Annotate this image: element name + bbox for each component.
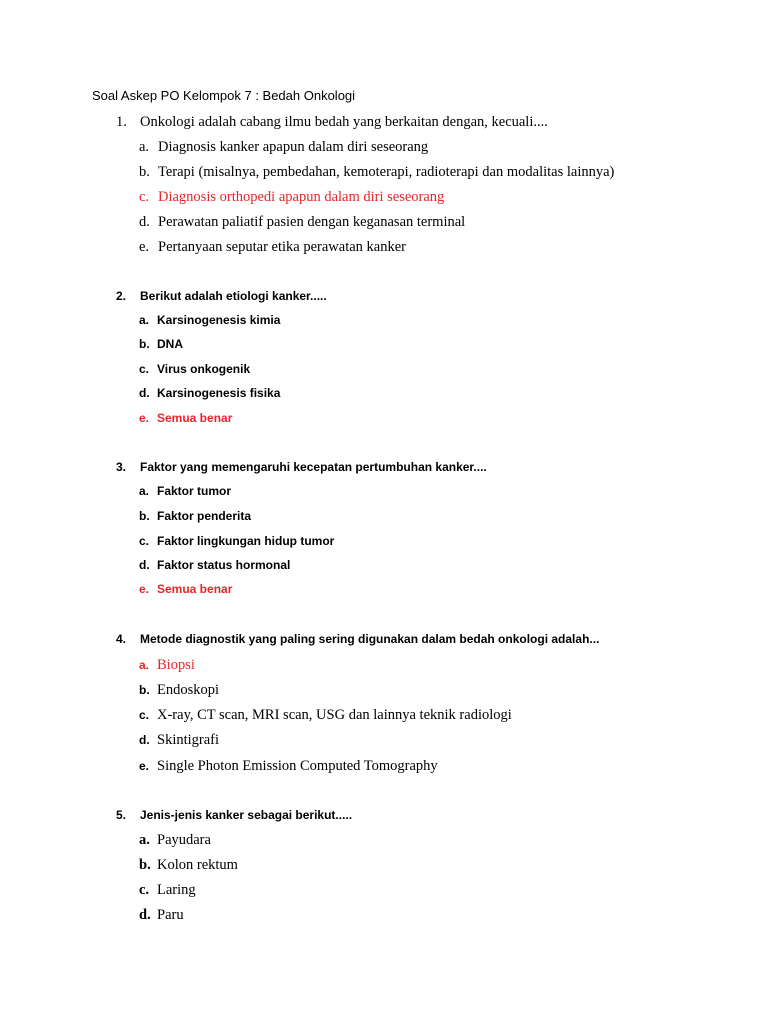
option-letter: a. xyxy=(139,484,150,498)
option-text: Faktor tumor xyxy=(157,484,232,498)
option-letter: c. xyxy=(139,882,150,898)
option-text: Virus onkogenik xyxy=(157,362,251,376)
option-text: Diagnosis orthopedi apapun dalam diri seseorang xyxy=(158,189,445,205)
option-letter: b. xyxy=(139,683,150,697)
option-text: Skintigrafi xyxy=(157,732,220,748)
question-text: Onkologi adalah cabang ilmu bedah yang berkaitan dengan, kecuali.... xyxy=(140,114,548,130)
option-letter: c. xyxy=(139,534,150,548)
option-text: Perawatan paliatif pasien dengan keganasan terminal xyxy=(158,214,466,230)
option-text: Semua benar xyxy=(157,411,233,425)
question-number: 3. xyxy=(116,460,127,474)
option-text: Paru xyxy=(157,907,184,923)
option-letter: b. xyxy=(139,164,150,180)
option-text: Kolon rektum xyxy=(157,857,238,873)
option-text: Faktor penderita xyxy=(157,509,252,523)
option-text: Diagnosis kanker apapun dalam diri seseorang xyxy=(158,139,429,155)
option-letter: d. xyxy=(139,733,150,747)
option-text: Faktor status hormonal xyxy=(157,558,291,572)
question-number: 2. xyxy=(116,289,127,303)
option-letter: d. xyxy=(139,386,150,400)
option-letter: d. xyxy=(139,558,150,572)
option-text: Pertanyaan seputar etika perawatan kanker xyxy=(158,239,406,255)
question-text: Berikut adalah etiologi kanker..... xyxy=(140,289,327,303)
option-letter: a. xyxy=(139,313,150,327)
question-number: 4. xyxy=(116,632,127,646)
option-text: Endoskopi xyxy=(157,682,220,698)
option-letter: e. xyxy=(139,239,150,255)
document-title: Soal Askep PO Kelompok 7 : Bedah Onkologi xyxy=(92,88,356,103)
option-letter: e. xyxy=(139,582,150,596)
option-text: Single Photon Emission Computed Tomography xyxy=(157,758,438,774)
option-letter: c. xyxy=(139,708,150,722)
question-text: Jenis-jenis kanker sebagai berikut..... xyxy=(140,808,353,822)
option-letter: a. xyxy=(139,658,150,672)
option-text: Faktor lingkungan hidup tumor xyxy=(157,534,335,548)
option-letter: d. xyxy=(139,214,150,230)
option-text: Biopsi xyxy=(157,657,195,673)
option-text: DNA xyxy=(157,337,183,351)
option-letter: a. xyxy=(139,832,150,848)
option-letter: c. xyxy=(139,189,150,205)
question-number: 5. xyxy=(116,808,127,822)
question-text: Faktor yang memengaruhi kecepatan pertumbuhan kanker.... xyxy=(140,460,487,474)
option-text: Semua benar xyxy=(157,582,233,596)
option-text: Karsinogenesis fisika xyxy=(157,386,281,400)
option-text: Laring xyxy=(157,882,196,898)
option-letter: d. xyxy=(139,907,151,923)
option-letter: e. xyxy=(139,411,150,425)
option-text: Payudara xyxy=(157,832,211,848)
option-letter: b. xyxy=(139,509,150,523)
option-letter: b. xyxy=(139,337,150,351)
option-text: Terapi (misalnya, pembedahan, kemoterapi, radioterapi dan modalitas lainnya) xyxy=(158,164,615,180)
option-letter: e. xyxy=(139,759,150,773)
question-text: Metode diagnostik yang paling sering digunakan dalam bedah onkologi adalah... xyxy=(140,632,600,646)
option-letter: c. xyxy=(139,362,150,376)
option-letter: a. xyxy=(139,139,150,155)
option-text: X-ray, CT scan, MRI scan, USG dan lainnya teknik radiologi xyxy=(157,707,512,723)
option-letter: b. xyxy=(139,857,151,873)
option-text: Karsinogenesis kimia xyxy=(157,313,281,327)
question-number: 1. xyxy=(116,114,127,130)
